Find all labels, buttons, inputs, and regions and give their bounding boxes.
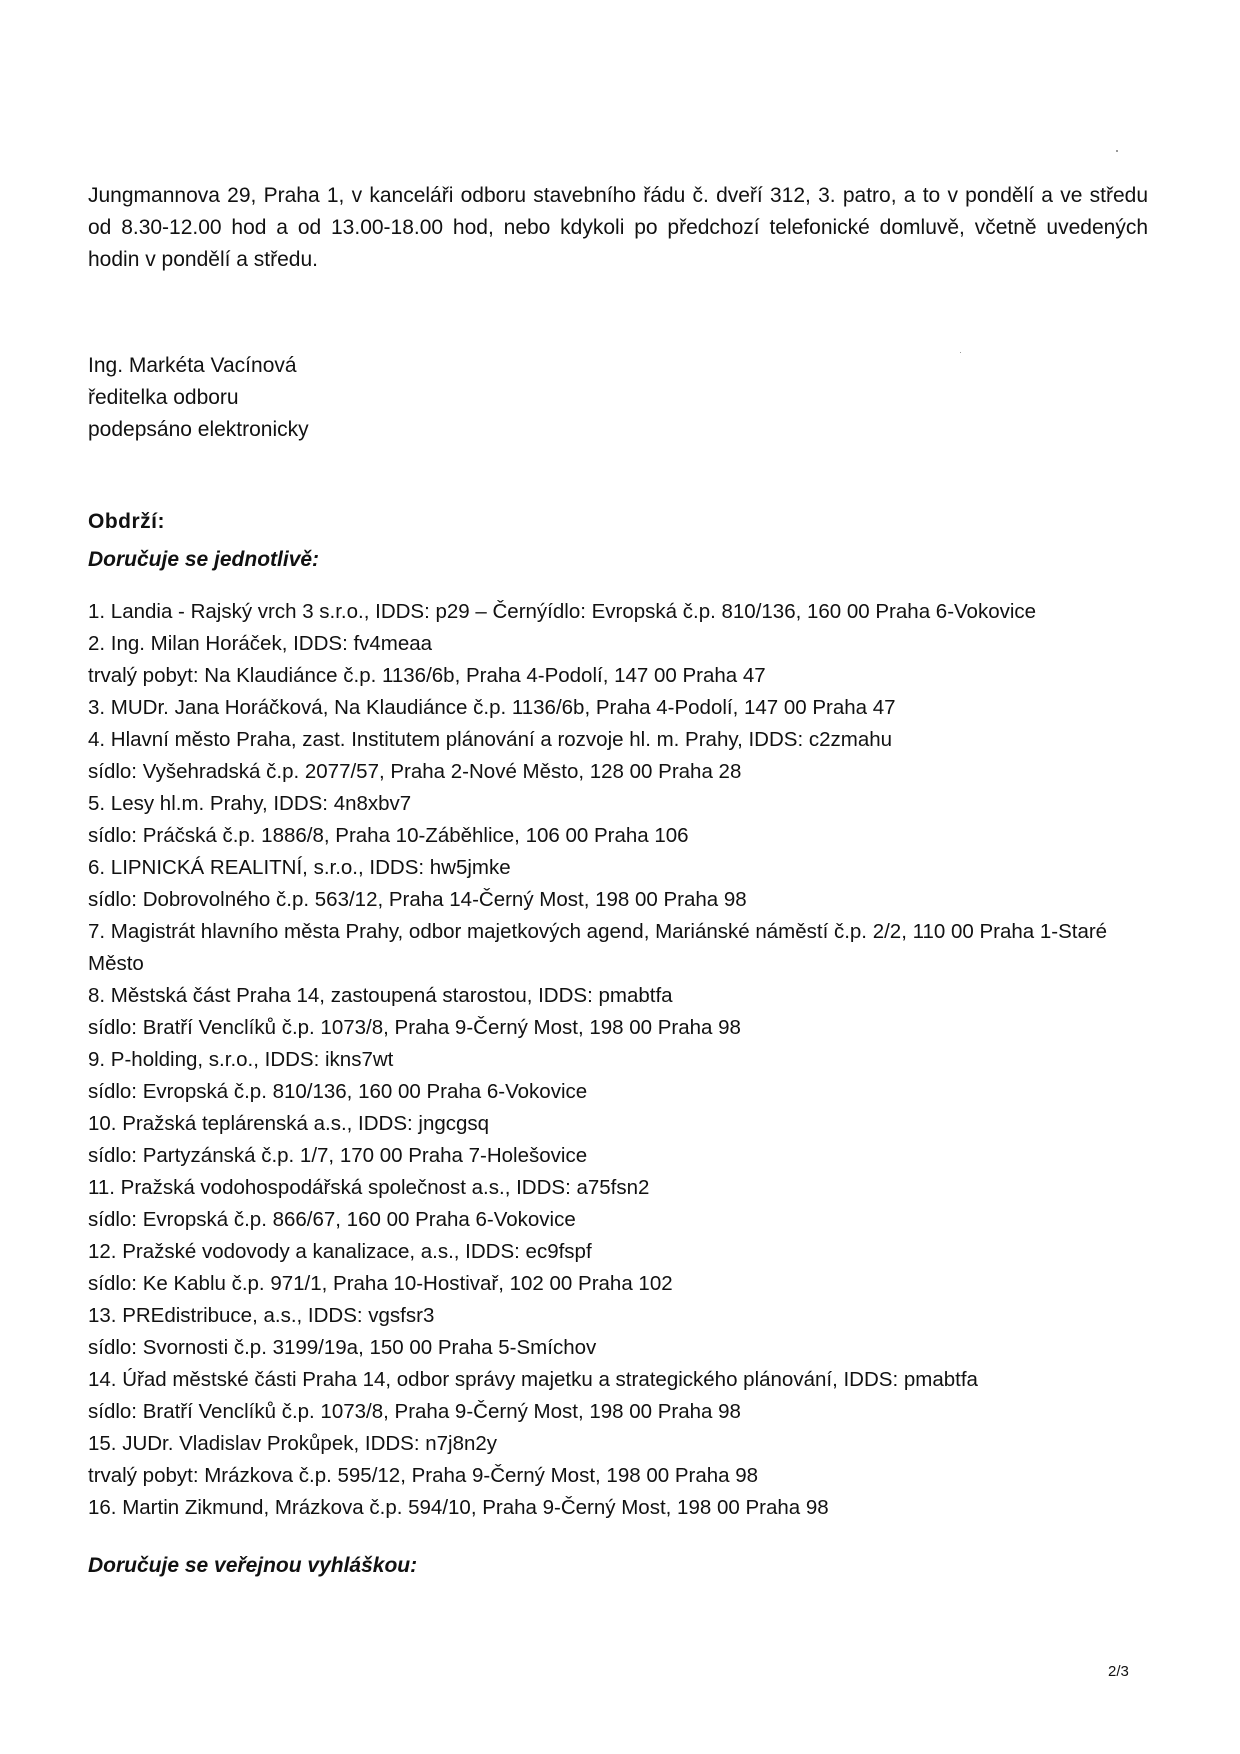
list-item: trvalý pobyt: Mrázkova č.p. 595/12, Praha 9-Černý Most, 198 00 Praha 98 bbox=[88, 1464, 759, 1487]
list-item: 9. P-holding, s.r.o., IDDS: ikns7wt bbox=[88, 1048, 394, 1071]
list-item: 4. Hlavní město Praha, zast. Institutem plánování a rozvoje hl. m. Prahy, IDDS: c2zmahu bbox=[88, 728, 893, 751]
recipient-list bbox=[88, 596, 1148, 1524]
signature-block bbox=[88, 350, 309, 446]
scan-speck bbox=[1116, 150, 1118, 152]
list-item: 16. Martin Zikmund, Mrázkova č.p. 594/10, Praha 9-Černý Most, 198 00 Praha 98 bbox=[88, 1496, 829, 1519]
list-item: sídlo: Svornosti č.p. 3199/19a, 150 00 Praha 5-Smíchov bbox=[88, 1336, 597, 1359]
list-item: 11. Pražská vodohospodářská společnost a.s., IDDS: a75fsn2 bbox=[88, 1176, 650, 1199]
public-notice-delivery-heading: Doručuje se veřejnou vyhláškou: bbox=[88, 1554, 418, 1577]
list-item: 14. Úřad městské části Praha 14, odbor správy majetku a strategického plánování, IDDS: pmabtfa bbox=[88, 1368, 978, 1391]
list-item: sídlo: Ke Kablu č.p. 971/1, Praha 10-Hostivař, 102 00 Praha 102 bbox=[88, 1272, 673, 1295]
list-item: sídlo: Evropská č.p. 866/67, 160 00 Praha 6-Vokovice bbox=[88, 1208, 576, 1231]
list-item: sídlo: Práčská č.p. 1886/8, Praha 10-Záběhlice, 106 00 Praha 106 bbox=[88, 824, 689, 847]
signature-note: podepsáno elektronicky bbox=[88, 418, 309, 441]
page-number: 2/3 bbox=[1108, 1663, 1129, 1680]
list-item: 2. Ing. Milan Horáček, IDDS: fv4meaa bbox=[88, 632, 433, 655]
individual-delivery-heading: Doručuje se jednotlivě: bbox=[88, 548, 320, 571]
list-item: 3. MUDr. Jana Horáčková, Na Klaudiánce č.p. 1136/6b, Praha 4-Podolí, 147 00 Praha 47 bbox=[88, 696, 896, 719]
signatory-role: ředitelka odboru bbox=[88, 386, 239, 409]
list-item: sídlo: Dobrovolného č.p. 563/12, Praha 14-Černý Most, 198 00 Praha 98 bbox=[88, 888, 747, 911]
list-item: 1. Landia - Rajský vrch 3 s.r.o., IDDS: p29 – Černýídlo: Evropská č.p. 810/136, 160 00 Praha 6-Vokovice bbox=[88, 600, 1037, 623]
list-item: 13. PREdistribuce, a.s., IDDS: vgsfsr3 bbox=[88, 1304, 435, 1327]
list-item: sídlo: Bratří Venclíků č.p. 1073/8, Praha 9-Černý Most, 198 00 Praha 98 bbox=[88, 1016, 741, 1039]
list-item: 12. Pražské vodovody a kanalizace, a.s., IDDS: ec9fspf bbox=[88, 1240, 592, 1263]
intro-paragraph: Jungmannova 29, Praha 1, v kanceláři odboru stavebního řádu č. dveří 312, 3. patro, a to v pondělí a ve středu od 8.30-12.00 hod a od 13.00-18.00 hod, nebo kdykoli po předchozí telefonické domluvě, včetně uvedených hodin v pondělí a středu. bbox=[88, 184, 1148, 271]
recipients-label: Obdrží: bbox=[88, 510, 165, 533]
list-item: 8. Městská část Praha 14, zastoupená starostou, IDDS: pmabtfa bbox=[88, 984, 673, 1007]
list-item: 10. Pražská teplárenská a.s., IDDS: jngcgsq bbox=[88, 1112, 490, 1135]
list-item: sídlo: Bratří Venclíků č.p. 1073/8, Praha 9-Černý Most, 198 00 Praha 98 bbox=[88, 1400, 741, 1423]
list-item: sídlo: Vyšehradská č.p. 2077/57, Praha 2-Nové Město, 128 00 Praha 28 bbox=[88, 760, 742, 783]
list-item: 6. LIPNICKÁ REALITNÍ, s.r.o., IDDS: hw5jmke bbox=[88, 856, 511, 879]
list-item: 15. JUDr. Vladislav Prokůpek, IDDS: n7j8n2y bbox=[88, 1432, 498, 1455]
list-item: 7. Magistrát hlavního města Prahy, odbor majetkových agend, Mariánské náměstí č.p. 2/2, 110 00 Praha 1-Staré Město bbox=[88, 920, 1108, 975]
list-item: sídlo: Partyzánská č.p. 1/7, 170 00 Praha 7-Holešovice bbox=[88, 1144, 588, 1167]
scan-speck bbox=[960, 352, 961, 353]
list-item: 5. Lesy hl.m. Prahy, IDDS: 4n8xbv7 bbox=[88, 792, 412, 815]
list-item: trvalý pobyt: Na Klaudiánce č.p. 1136/6b, Praha 4-Podolí, 147 00 Praha 47 bbox=[88, 664, 766, 687]
list-item: sídlo: Evropská č.p. 810/136, 160 00 Praha 6-Vokovice bbox=[88, 1080, 588, 1103]
signatory-name: Ing. Markéta Vacínová bbox=[88, 354, 297, 377]
